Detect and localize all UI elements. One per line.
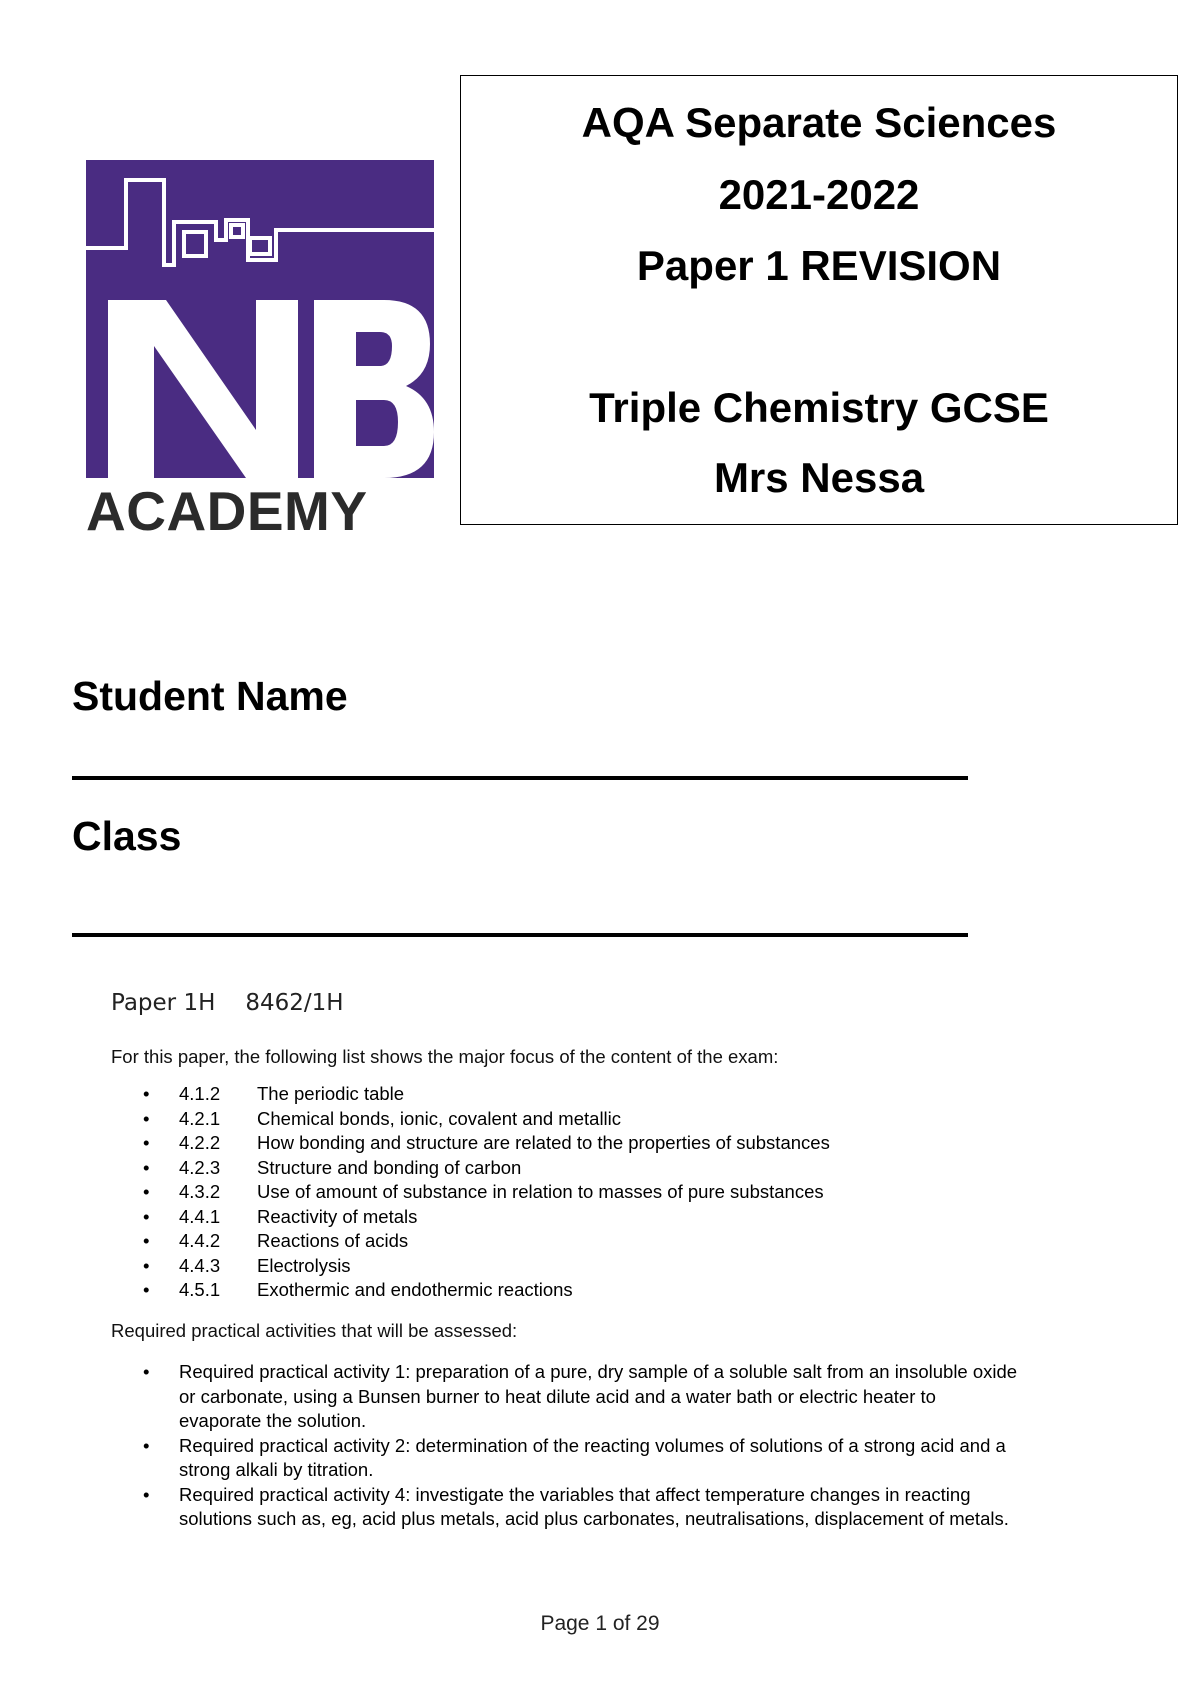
practical-text: Required practical activity 4: investigate the variables that affect temperature changes in reacting solutions such as, eg, acid plus metals, acid plus carbonates, neutralisations, displacement of metals.	[179, 1483, 1009, 1529]
bullet-icon: •	[143, 1156, 150, 1178]
topic-code: 4.2.3	[179, 1156, 221, 1178]
practical-list	[143, 1360, 1023, 1532]
class-line[interactable]	[72, 933, 968, 937]
bullet-icon: •	[143, 1132, 150, 1153]
title-line-subject: Triple Chemistry GCSE	[589, 384, 1049, 431]
student-name-label: Student Name	[72, 673, 348, 719]
nb-logo-mark-icon	[86, 160, 434, 478]
topic-code: 4.4.2	[179, 1230, 221, 1251]
topic-code: 4.4.1	[179, 1205, 221, 1227]
bullet-icon: •	[143, 1107, 150, 1129]
paper-label: Paper 1H	[111, 990, 216, 1016]
list-item	[143, 1434, 1023, 1483]
topic-code: 4.5.1	[179, 1279, 221, 1300]
class-label: Class	[72, 813, 182, 859]
practical-text: Required practical activity 2: determination of the reacting volumes of solutions of a strong acid and a strong alkali by titration.	[179, 1434, 1006, 1480]
bullet-icon: •	[143, 1181, 150, 1202]
topic-code: 4.2.1	[179, 1107, 221, 1129]
topic-description: Exothermic and endothermic reactions	[257, 1279, 573, 1300]
bullet-icon: •	[143, 1083, 150, 1104]
bullet-icon: •	[143, 1279, 150, 1300]
title-line-teacher: Mrs Nessa	[713, 454, 925, 501]
title-line-paper: Paper 1 REVISION	[636, 242, 1002, 289]
topic-code: 4.1.2	[179, 1083, 221, 1104]
content-intro: For this paper, the following list shows the major focus of the content of the exam:	[111, 1046, 779, 1067]
bullet-icon: •	[143, 1434, 150, 1456]
topic-code: 4.3.2	[179, 1181, 221, 1202]
bullet-icon: •	[143, 1205, 150, 1227]
topic-description: Chemical bonds, ionic, covalent and metallic	[257, 1107, 622, 1129]
bullet-icon: •	[143, 1483, 150, 1505]
topic-description: The periodic table	[257, 1083, 405, 1104]
topic-description: Reactivity of metals	[257, 1205, 418, 1227]
topic-code: 4.2.2	[179, 1132, 221, 1153]
topic-description: Reactions of acids	[257, 1230, 409, 1251]
practical-text: Required practical activity 1: preparation of a pure, dry sample of a soluble salt from an insoluble oxide or carbonate, using a Bunsen burner to heat dilute acid and a water bath or electric heater to evaporate the solution.	[179, 1361, 1018, 1431]
nb-academy-logo	[86, 160, 438, 545]
topic-description: Structure and bonding of carbon	[257, 1156, 522, 1178]
topic-description: How bonding and structure are related to the properties of substances	[257, 1132, 830, 1153]
topic-code: 4.4.3	[179, 1254, 221, 1276]
student-name-line[interactable]	[72, 776, 968, 780]
title-line-exam-board: AQA Separate Sciences	[581, 99, 1057, 146]
title-box	[460, 75, 1178, 525]
topic-description: Electrolysis	[257, 1254, 351, 1276]
bullet-icon: •	[143, 1254, 150, 1276]
practicals-intro: Required practical activities that will be assessed:	[111, 1320, 518, 1341]
logo-brand-text: ACADEMY	[86, 480, 368, 542]
bullet-icon: •	[143, 1361, 150, 1382]
list-item	[143, 1360, 1023, 1434]
paper-heading	[111, 990, 344, 1016]
bullet-icon: •	[143, 1230, 150, 1251]
paper-code: 8462/1H	[245, 990, 344, 1016]
topic-description: Use of amount of substance in relation to masses of pure substances	[257, 1181, 824, 1202]
list-item	[143, 1483, 1023, 1532]
title-line-year: 2021-2022	[718, 171, 920, 218]
page-number: Page 1 of 29	[540, 1612, 660, 1635]
